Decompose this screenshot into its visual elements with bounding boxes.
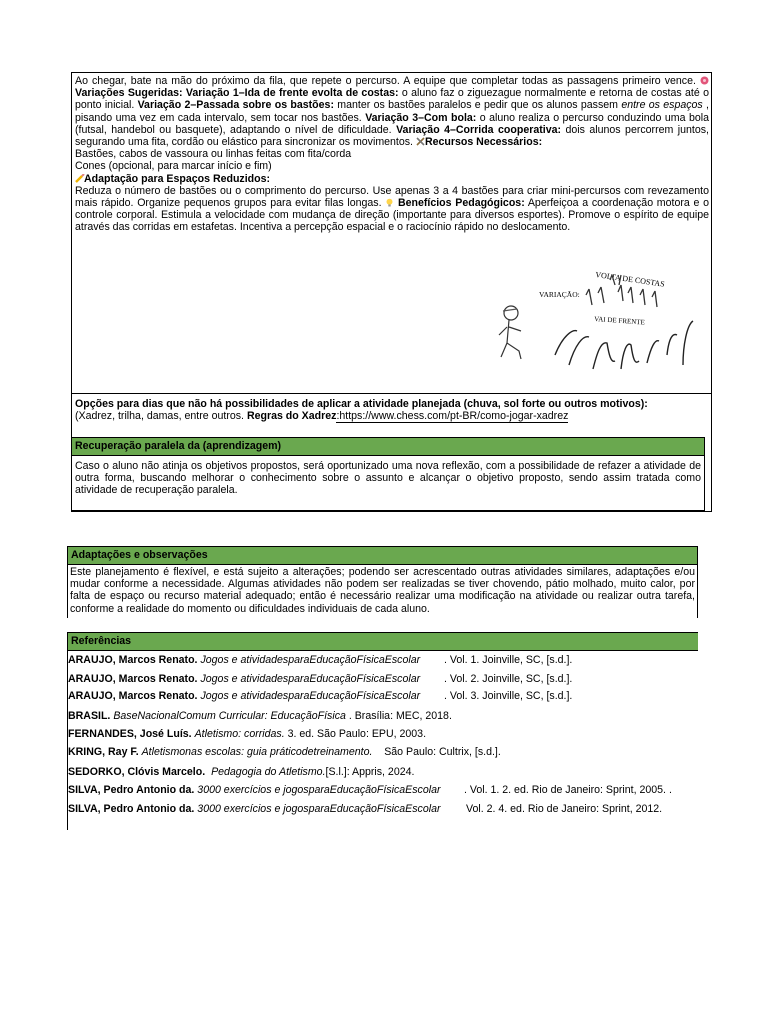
sticks-icon [555,321,693,369]
ref-title: Jogos e atividadesparaEducaçãoFísicaEscolar [200,690,421,702]
reference-item [68,654,573,666]
activity-description [72,73,711,234]
zigzag-illustration [497,265,707,375]
ref-title: Atletismo: corridas. [194,728,285,740]
reference-item [68,673,573,685]
ref-title: 3000 exercícios e jogosparaEducaçãoFísicaEscolar [197,784,441,796]
adapt-label: Adaptação para Espaços Reduzidos: [84,172,271,185]
ref-rest: São Paulo: Cultrix, [s.d.]. [384,746,501,758]
reference-item [68,690,573,702]
ref-author: SILVA, Pedro Antonio da. [68,784,195,796]
label-vai-de-frente: VAI DE FRENTE [593,315,646,327]
ref-author: FERNANDES, José Luís. [68,728,192,740]
ref-title: Jogos e atividadesparaEducaçãoFísicaEscolar [200,654,421,666]
child-figure-icon [499,306,521,359]
chess-rules-label: Regras do Xadrez [246,410,337,423]
adaptations-header: Adaptações e observações [68,547,697,565]
ref-author: ARAUJO, Marcos Renato. [68,654,198,666]
recovery-text: Caso o aluno não atinja os objetivos propostos, será oportunizado uma nova reflexão, com a possibilidade de refazer a atividade de outra forma, buscando melhorar o conhecimento sobre o assunto e alcançar o objetivo proposto, sendo assim tratada como atividade de recuperação paralela. [75,460,701,497]
resources-label: Recursos Necessários: [424,136,543,149]
activity-box [71,72,712,512]
ref-title: BaseNacionalComum Curricular: EducaçãoFísica [113,710,346,722]
ref-author: KRING, Ray F. [68,746,139,758]
resources-item-1: Bastões, cabos de vassoura ou linhas feitas com fita/corda [75,148,352,161]
lightbulb-icon [385,198,394,207]
rain-options-text: (Xadrez, trilha, damas, entre outros. [75,410,247,423]
benefits-text: Aperfeiçoa a coordenação motora e o controle corporal. Estimula a velocidade com mudança de direção (importante para diversos esportes). Promove o espírito de equipe através das corridas em estafetas. Incentiva a percepção espacial e o raciocínio rápido no deslocamento. [75,197,710,234]
adaptations-text: Este planejamento é flexível, e está sujeito a alterações; podendo ser acrescentado outras atividades similares, adaptações e/ou mudar conforme a necessidade. Algumas atividades não podem ser realizadas se tiver chovendo, pátio molhado, muito calor, por falta de espaço ou recurso material adequado; então é necessário realizar uma modificação na atividade ou realizar outra tarefa, conforme a realidade do momento ou dificuldades individuais de cada aluno. [70,566,695,615]
reference-item [68,728,426,740]
label-variacao: VARIAÇÃO: [539,290,580,299]
ref-author: BRASIL. [68,710,111,722]
ref-title: Atletismonas escolas: guia práticodetreinamento. [141,746,373,758]
recovery-section [72,437,705,511]
benefits-label: Benefícios Pedagógicos: [397,197,525,210]
ref-rest: . Brasília: MEC, 2018. [348,710,452,722]
tools-icon [416,137,425,146]
flower-icon [700,76,709,85]
var2-text-end: , pisando uma vez em cada intervalo, sem tocar nos bastões. [75,99,709,124]
var1-label: Variação 1–Ida de frente evolta de costas: [185,87,399,100]
activity-intro: Ao chegar, bate na mão do próximo da fila, que repete o percurso. A equipe que completar todas as passagens primeiro vence. [75,75,696,87]
adaptations-box [67,546,698,618]
var2-text: manter os bastões paralelos e pedir que os alunos passem [333,99,622,112]
rain-options-title: Opções para dias que não há possibilidades de aplicar a atividade planejada (chuva, sol forte ou outros motivos): [75,398,648,410]
ref-author: SILVA, Pedro Antonio da. [68,803,195,815]
reference-item [68,746,501,758]
pencil-icon [75,174,84,183]
reference-item [68,710,452,722]
illustration-drawing [497,265,707,375]
var1-text: o aluno faz o ziguezague normalmente e retorna de costas até o ponto inicial. [75,87,709,112]
chess-rules-link[interactable]: :https://www.chess.com/pt-BR/como-jogar-xadrez [336,410,569,423]
var3-text: o aluno realiza o percurso conduzindo uma bola (futsal, handebol ou basquete), adaptando o nível de dificuldade. [75,111,709,136]
references-header: Referências [68,633,698,651]
ref-rest: . Vol. 3. Joinville, SC, [s.d.]. [444,690,573,702]
label-volta-de-costas: VOLTA DE COSTAS [594,270,666,289]
ref-rest: Vol. 2. 4. ed. Rio de Janeiro: Sprint, 2012. [466,803,663,815]
ref-rest: 3. ed. São Paulo: EPU, 2003. [287,728,427,740]
ref-author: SEDORKO, Clóvis Marcelo. [68,766,206,778]
var2-label: Variação 2–Passada sobre os bastões: [137,99,334,112]
resources-item-2: Cones (opcional, para marcar início e fim) [75,160,272,173]
ref-author: ARAUJO, Marcos Renato. [68,673,198,685]
ref-title: Jogos e atividadesparaEducaçãoFísicaEscolar [200,673,421,685]
reference-item [68,784,672,796]
ref-author: ARAUJO, Marcos Renato. [68,690,198,702]
var2-italic: entre os espaços [621,99,703,112]
reference-item [68,803,663,815]
rain-options-section [72,393,711,435]
adapt-text: Reduza o número de bastões ou o comprimento do percurso. Use apenas 3 a 4 bastões para criar mini-percursos com revezamento mais rápido. Organize pequenos grupos para evitar filas longas. [75,184,709,210]
var4-text: dois alunos percorrem juntos, segurando uma fita, cordão ou elástico para sincronizar os movimentos. [75,123,709,149]
var4-label: Variação 4–Corrida cooperativa: [396,123,562,136]
ref-rest: . Vol. 1. 2. ed. Rio de Janeiro: Sprint, 2005. . [464,784,672,796]
ref-rest: . Vol. 1. Joinville, SC, [s.d.]. [444,654,573,666]
var3-label: Variação 3–Com bola: [365,111,477,124]
ref-rest: . Vol. 2. Joinville, SC, [s.d.]. [444,673,573,685]
ref-title: 3000 exercícios e jogosparaEducaçãoFísicaEscolar [197,803,441,815]
ref-rest: [S.l.]: Appris, 2024. [325,766,415,778]
variations-label: Variações Sugeridas: [75,87,183,100]
ref-title: Pedagogia do Atletismo. [211,766,326,778]
reference-item [68,766,414,778]
recovery-header: Recuperação paralela da (aprendizagem) [72,438,704,456]
